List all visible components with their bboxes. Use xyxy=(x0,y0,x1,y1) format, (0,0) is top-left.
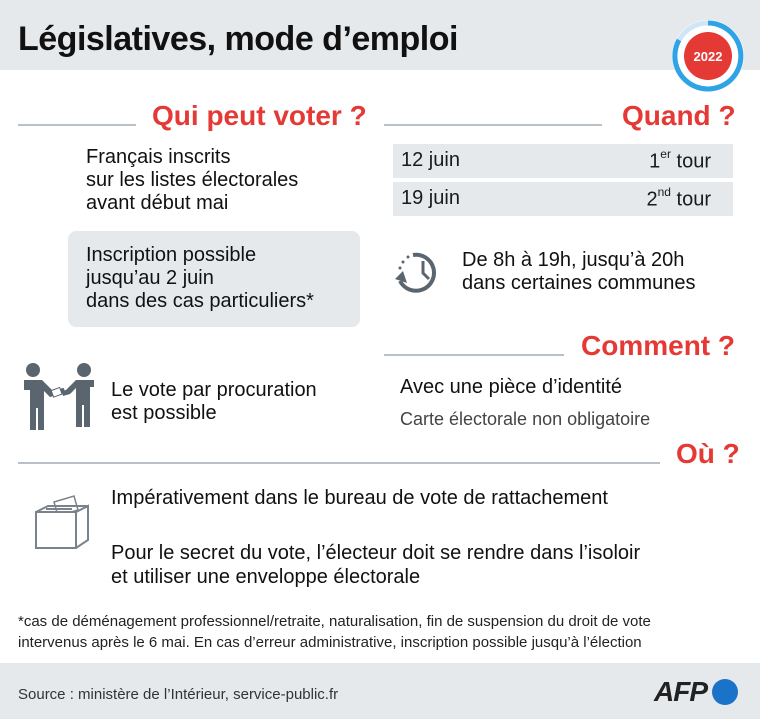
round-sup: er xyxy=(660,147,671,161)
procuration-line: est possible xyxy=(111,402,217,424)
footnote-line: intervenus après le 6 mai. En cas d’erreur administrative, inscription possible jusqu’à l’élection xyxy=(18,634,642,651)
round-row xyxy=(393,182,733,216)
eligibility-line: avant début mai xyxy=(86,192,229,214)
quand-title: Quand ? xyxy=(622,100,736,131)
ou-secret-line: Pour le secret du vote, l’électeur doit se rendre dans l’isoloir xyxy=(111,542,641,564)
round-label xyxy=(649,149,711,174)
comment-rule xyxy=(384,354,564,356)
ou-secret-line: et utiliser une enveloppe électorale xyxy=(111,566,421,588)
hours-line: De 8h à 19h, jusqu’à 20h xyxy=(462,249,685,271)
ou-secret xyxy=(111,541,640,589)
round-num: 1 xyxy=(649,150,661,173)
round-num: 2 xyxy=(646,188,658,211)
round-sup: nd xyxy=(657,185,671,199)
comment-title: Comment ? xyxy=(581,330,735,361)
inscription-text xyxy=(86,244,314,313)
inscription-line: Inscription possible xyxy=(86,244,257,266)
round-word: tour xyxy=(676,188,711,211)
inscription-line: jusqu’au 2 juin xyxy=(86,267,214,289)
clock-icon xyxy=(393,247,443,295)
qui-title: Qui peut voter ? xyxy=(152,100,367,131)
footnote-line: *cas de déménagement professionnel/retraite, naturalisation, fin de suspension du droit de vote xyxy=(18,613,651,630)
year-badge-icon xyxy=(670,18,746,94)
afp-logo-icon xyxy=(654,675,740,709)
ou-line1: Impérativement dans le bureau de vote de rattachement xyxy=(111,487,608,509)
handshake-icon xyxy=(16,362,102,430)
ou-rule xyxy=(18,462,660,464)
ou-title: Où ? xyxy=(676,438,740,469)
round-row xyxy=(393,144,733,178)
round-date: 12 juin xyxy=(401,149,460,171)
procuration-text xyxy=(111,379,317,425)
qui-rule xyxy=(18,124,136,126)
round-label xyxy=(646,187,711,212)
eligibility-line: Français inscrits xyxy=(86,146,231,168)
page-title: Législatives, mode d’emploi xyxy=(18,20,458,58)
comment-main: Avec une pièce d’identité xyxy=(400,376,623,398)
afp-logo-text: AFP xyxy=(654,676,707,707)
quand-rule xyxy=(384,124,602,126)
hours-text xyxy=(462,249,695,295)
procuration-line: Le vote par procuration xyxy=(111,379,317,401)
footnote xyxy=(18,611,651,653)
badge-year: 2022 xyxy=(693,49,723,64)
round-word: tour xyxy=(676,150,711,173)
hours-line: dans certaines communes xyxy=(462,272,696,294)
ballot-box-icon xyxy=(32,492,92,552)
round-date: 19 juin xyxy=(401,187,460,209)
inscription-line: dans des cas particuliers* xyxy=(86,290,314,312)
eligibility-text xyxy=(86,146,298,215)
comment-sub: Carte électorale non obligatoire xyxy=(400,409,651,429)
eligibility-line: sur les listes électorales xyxy=(86,169,299,191)
source-text: Source : ministère de l’Intérieur, service-public.fr xyxy=(18,686,339,703)
